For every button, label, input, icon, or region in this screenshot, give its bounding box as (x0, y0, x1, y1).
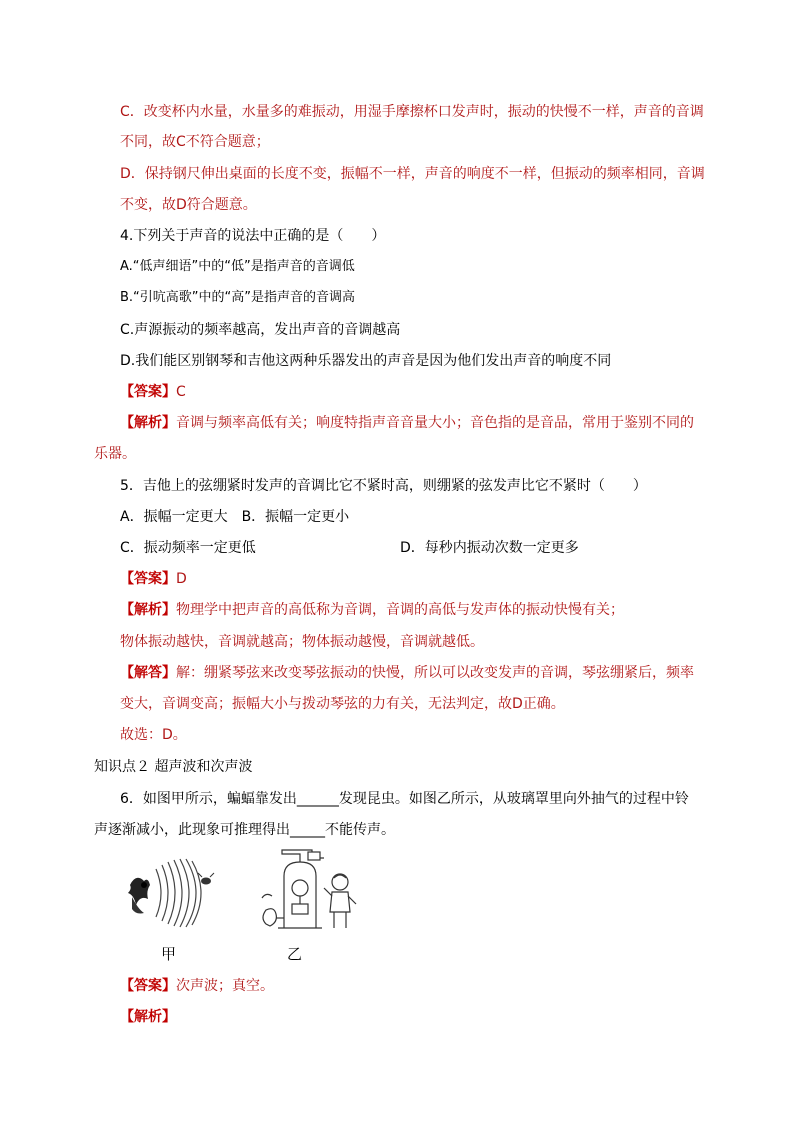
analysis-tag: 【解析】 (120, 602, 176, 618)
question-5-solution-line-1 (120, 663, 694, 683)
answer-tag: 【答案】 (120, 384, 176, 400)
explanation-c-line-1: C．改变杯内水量，水量多的难振动，用湿手摩擦杯口发声时，振动的快慢不一样，声音的音调 (120, 104, 704, 120)
question-4-option-a: A.“低声细语”中的“低”是指声音的音调低 (120, 259, 355, 274)
question-5-options-ab (120, 507, 349, 527)
solution-text: 解：绷紧琴弦来改变琴弦振动的快慢，所以可以改变发声的音调，琴弦绷紧后，频率 (176, 665, 694, 681)
question-4-option-d: D.我们能区别钢琴和吉他这两种乐器发出的声音是因为他们发出声音的响度不同 (120, 353, 612, 369)
figure-b-caption: 乙 (287, 945, 303, 963)
question-5-choice: 故选：D。 (120, 727, 187, 743)
figure-bell-jar (252, 848, 362, 938)
explanation-d-line-1: D．保持钢尺伸出桌面的长度不变，振幅不一样，声音的响度不一样，但振动的频率相同，音调 (120, 166, 705, 182)
explanation-d-line-2: 不变，故D符合题意。 (120, 197, 257, 213)
explanation-c-line-2: 不同，故C不符合题意； (120, 134, 270, 150)
figure-bat-sound-waves (122, 855, 222, 935)
section-heading: 知识点２ 超声波和次声波 (94, 759, 253, 775)
answer-value: C (176, 384, 186, 400)
bell-jar-illustration (252, 848, 362, 938)
child-icon (324, 874, 356, 928)
analysis-text: 物理学中把声音的高低称为音调，音调的高低与发声体的振动快慢有关； (176, 602, 624, 618)
bell-jar (284, 862, 316, 928)
question-5-solution-line-2: 变大，音调变高；振幅大小与拨动琴弦的力有关，无法判定，故D正确。 (120, 696, 565, 712)
bell-icon (292, 880, 308, 896)
question-6-stem-line-2: 声逐渐减小，此现象可推理得出_____不能传声。 (94, 822, 395, 838)
figure-a-caption: 甲 (161, 945, 177, 963)
analysis-text: 音调与频率高低有关；响度特指声音音量大小；音色指的是音品，常用于鉴别不同的 (176, 415, 694, 431)
question-4-option-c: C.声源振动的频率越高，发出声音的音调越高 (120, 322, 401, 338)
pump-icon (263, 909, 276, 926)
question-5-analysis-line-2: 物体振动越快，音调就越高；物体振动越慢，音调就越低。 (120, 634, 484, 650)
answer-tag: 【答案】 (120, 978, 176, 994)
answer-value: 次声波；真空。 (176, 978, 274, 994)
sound-waves (156, 859, 201, 927)
analysis-tag: 【解析】 (120, 415, 176, 431)
solution-tag: 【解答】 (120, 665, 176, 681)
question-4-analysis-line-1 (120, 413, 694, 433)
answer-tag: 【答案】 (120, 571, 176, 587)
question-5-option-c: C．振动频率一定更低 (120, 540, 256, 556)
question-6-analysis (120, 1007, 176, 1027)
question-6-answer (120, 976, 274, 996)
question-4-answer (120, 382, 186, 402)
question-5-answer (120, 569, 187, 589)
question-5-option-b: B．振幅一定更小 (241, 509, 350, 525)
question-4-stem: 4.下列关于声音的说法中正确的是（ ） (120, 228, 386, 244)
answer-value: D (176, 571, 187, 587)
question-4-analysis-line-2: 乐器。 (94, 446, 136, 462)
analysis-tag: 【解析】 (120, 1009, 176, 1025)
bat-wave-illustration (122, 855, 222, 935)
bat-icon (128, 878, 150, 914)
question-5-analysis-line-1 (120, 600, 624, 620)
question-5-option-d: D．每秒内振动次数一定更多 (400, 540, 579, 556)
question-5-option-a: A．振幅一定更大 (120, 509, 228, 525)
question-5-stem: 5．吉他上的弦绷紧时发声的音调比它不紧时高，则绷紧的弦发声比它不紧时（ ） (120, 478, 647, 494)
question-6-stem-line-1: 6．如图甲所示，蝙蝠靠发出______发现昆虫。如图乙所示，从玻璃罩里向外抽气的过程中铃 (120, 791, 689, 807)
question-4-option-b: B.“引吭高歌”中的“高”是指声音的音调高 (120, 290, 355, 305)
